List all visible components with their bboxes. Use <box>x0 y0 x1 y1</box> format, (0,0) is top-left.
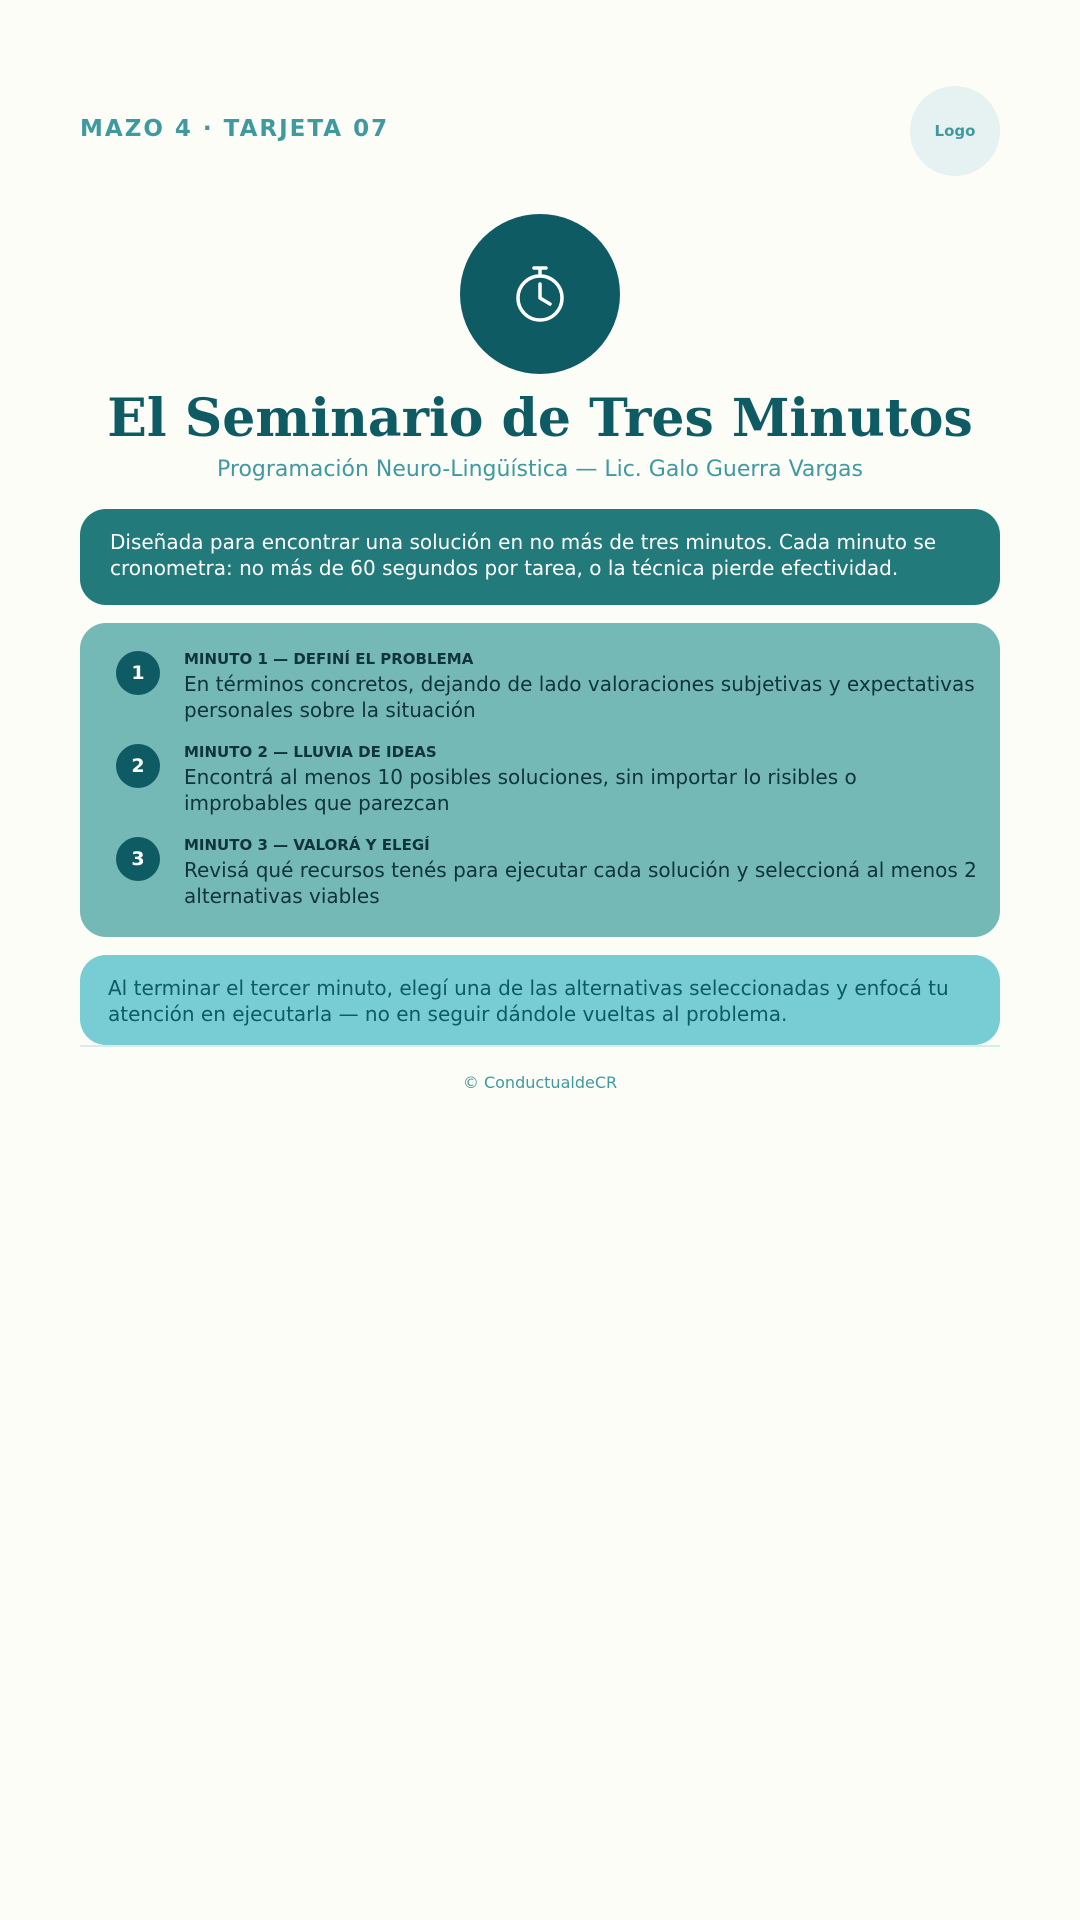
step-number: 1 <box>116 651 160 695</box>
logo <box>910 86 1000 176</box>
step-description: En términos concretos, dejando de lado valoraciones subjetivas y expectativas personales sobre la situación <box>184 672 975 722</box>
step-title: MINUTO 2 — LLUVIA DE IDEAS <box>184 743 437 761</box>
step-description: Revisá qué recursos tenés para ejecutar cada solución y seleccioná al menos 2 alternativas viables <box>184 858 977 908</box>
stopwatch-badge <box>460 214 620 374</box>
outro-box <box>80 955 1000 1045</box>
steps-box <box>80 623 1000 937</box>
footer-copyright: © ConductualdeCR <box>462 1073 618 1092</box>
footer-divider <box>80 1045 1000 1047</box>
page-title: El Seminario de Tres Minutos <box>107 388 973 449</box>
step-title: MINUTO 3 — VALORÁ Y ELEGÍ <box>184 836 430 854</box>
intro-box <box>80 509 1000 605</box>
outro-text: Al terminar el tercer minuto, elegí una de las alternativas seleccionadas y enfocá tu atención en ejecutarla — no en seguir dándole vueltas al problema. <box>108 976 949 1026</box>
step-number: 2 <box>116 744 160 788</box>
card-header <box>80 86 1000 176</box>
intro-text: Diseñada para encontrar una solución en no más de tres minutos. Cada minuto se cronometra: no más de 60 segundos por tarea, o la técnica pierde efectividad. <box>110 530 937 580</box>
page-subtitle: Programación Neuro-Lingüística — Lic. Galo Guerra Vargas <box>217 457 863 482</box>
step-number: 3 <box>116 837 160 881</box>
logo-label: Logo <box>934 122 976 140</box>
stopwatch-icon <box>508 262 572 326</box>
step-description: Encontrá al menos 10 posibles soluciones, sin importar lo risibles o improbables que parezcan <box>184 765 857 815</box>
deck-label: MAZO 4 · TARJETA 07 <box>80 116 390 142</box>
step-title: MINUTO 1 — DEFINÍ EL PROBLEMA <box>184 650 474 668</box>
